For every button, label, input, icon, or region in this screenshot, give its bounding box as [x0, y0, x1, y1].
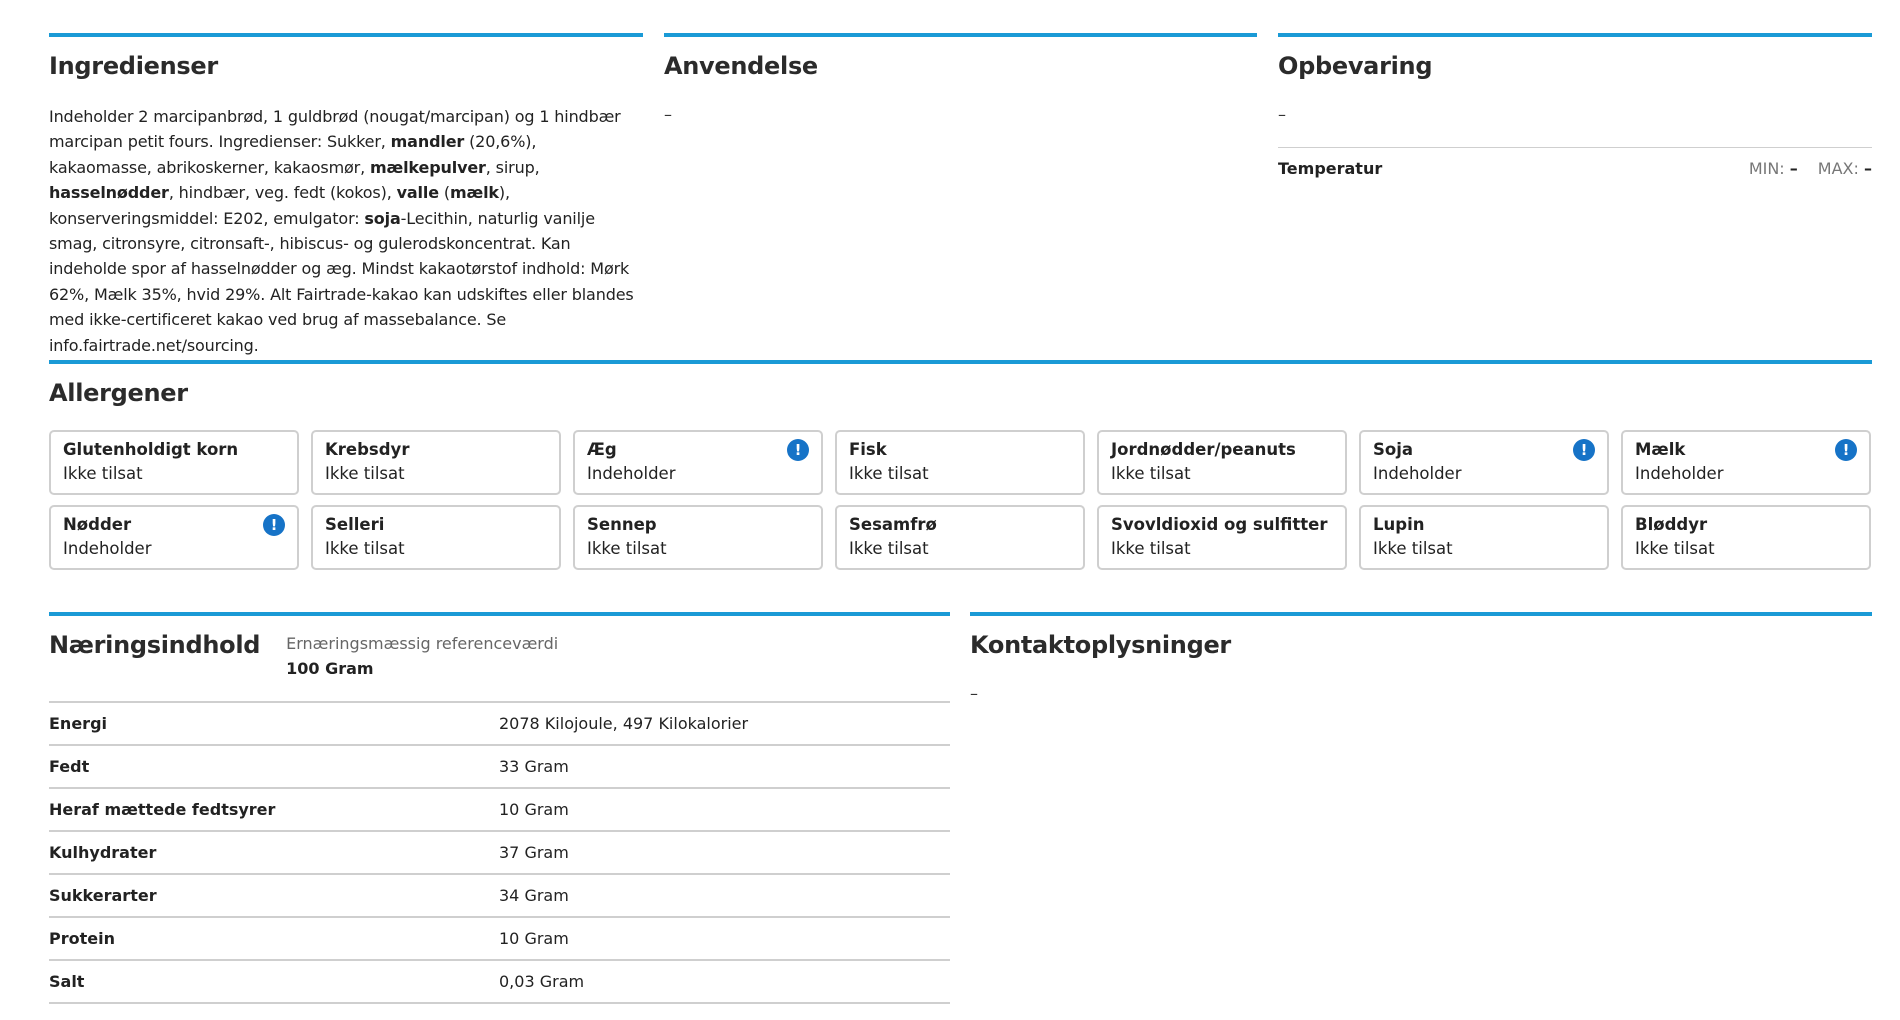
storage-value: –	[1278, 105, 1286, 124]
temperature-max-label: MAX:	[1817, 159, 1859, 178]
ingredient-text-segment: , sirup,	[485, 157, 540, 177]
allergen-name: Sesamfrø	[849, 515, 937, 534]
nutrition-header	[49, 631, 950, 681]
nutrition-title: Næringsindhold	[49, 631, 261, 659]
allergen-card	[1097, 430, 1347, 495]
allergen-name: Mælk	[1635, 440, 1686, 459]
exclamation-circle-icon: !	[1835, 439, 1857, 461]
ingredient-text-segment: , hindbær, veg. fedt (kokos),	[168, 183, 397, 203]
exclamation-circle-icon: !	[263, 514, 285, 536]
usage-section	[664, 33, 1257, 126]
allergen-status: Ikke tilsat	[1111, 539, 1191, 558]
allergen-status: Ikke tilsat	[1635, 539, 1715, 558]
nutrient-value: 2078 Kilojoule, 497 Kilokalorier	[499, 714, 749, 733]
allergen-status: Ikke tilsat	[587, 539, 667, 558]
nutrient-value: 0,03 Gram	[499, 972, 585, 991]
ingredient-allergen-highlight: mandler	[390, 132, 465, 152]
allergen-status: Indeholder	[587, 464, 676, 483]
allergen-name: Fisk	[849, 440, 887, 459]
allergen-card	[49, 505, 299, 570]
nutrient-value: 33 Gram	[499, 757, 569, 776]
nutrient-value: 34 Gram	[499, 886, 569, 905]
allergen-name: Glutenholdigt korn	[63, 440, 239, 459]
nutrient-name: Heraf mættede fedtsyrer	[49, 800, 276, 819]
ingredients-title: Ingredienser	[49, 52, 218, 80]
allergen-card	[835, 430, 1085, 495]
allergen-name: Selleri	[325, 515, 385, 534]
ingredient-text-segment: -Lecithin, naturlig vanilje smag, citronsyre, citronsaft-, hibiscus- og gulerodskoncentrat. Kan indeholde spor af hasselnødder og æg. Mindst kakaotørstof indhold: Mørk 62%, Mælk 35%, hvid 29%. Alt Fairtrade-kakao kan udskiftes eller blandes med ikke-certificeret kakao ved brug af massebalance. Se info.fairtrade.net/sourcing.	[49, 208, 634, 355]
nutrient-name: Salt	[49, 972, 85, 991]
allergen-name: Bløddyr	[1635, 515, 1708, 534]
allergen-card	[1097, 505, 1347, 570]
nutrition-row	[49, 874, 950, 917]
nutrient-name: Fedt	[49, 757, 90, 776]
nutrition-row	[49, 831, 950, 874]
nutrient-value: 10 Gram	[499, 800, 569, 819]
ingredient-allergen-highlight: mælkepulver	[369, 157, 486, 177]
allergen-status: Ikke tilsat	[1373, 539, 1453, 558]
exclamation-circle-icon: !	[787, 439, 809, 461]
allergen-card	[1621, 430, 1871, 495]
allergen-name: Nødder	[63, 515, 132, 534]
nutrition-row	[49, 917, 950, 960]
allergen-name: Æg	[587, 440, 617, 459]
allergen-status: Ikke tilsat	[325, 539, 405, 558]
ingredient-text-segment: (	[438, 183, 450, 203]
allergen-card	[835, 505, 1085, 570]
nutrition-section	[49, 612, 950, 1004]
ingredient-allergen-highlight: soja	[364, 208, 401, 228]
temperature-max-value: –	[1864, 159, 1872, 178]
allergen-name: Soja	[1373, 440, 1414, 459]
allergen-card	[311, 505, 561, 570]
allergen-card	[573, 430, 823, 495]
allergen-card	[1359, 505, 1609, 570]
ingredient-text-segment: Indeholder 2 marcipanbrød, 1 guldbrød (nougat/marcipan) og 1 hindbær marcipan petit fours. Ingredienser: Sukker,	[49, 107, 621, 152]
allergen-status: Ikke tilsat	[325, 464, 405, 483]
allergen-card	[1621, 505, 1871, 570]
allergen-name: Jordnødder/peanuts	[1111, 440, 1296, 459]
temperature-min-value: –	[1789, 159, 1798, 178]
temperature-min-label: MIN:	[1748, 159, 1785, 178]
reference-value: 100 Gram	[286, 659, 374, 678]
ingredients-text	[49, 104, 643, 358]
nutrition-row	[49, 702, 950, 745]
allergen-status: Indeholder	[1635, 464, 1724, 483]
contact-title: Kontaktoplysninger	[970, 631, 1231, 659]
contact-section	[970, 612, 1872, 705]
ingredient-text-segment: ), konserveringsmiddel: E202, emulgator:	[49, 183, 510, 228]
nutrition-row	[49, 745, 950, 788]
allergen-status: Indeholder	[63, 539, 152, 558]
nutrient-name: Protein	[49, 929, 115, 948]
allergen-card	[573, 505, 823, 570]
ingredient-allergen-highlight: valle	[396, 183, 439, 203]
usage-title: Anvendelse	[664, 52, 818, 80]
ingredient-allergen-highlight: hasselnødder	[49, 183, 169, 203]
nutrient-value: 10 Gram	[499, 929, 569, 948]
nutrient-name: Sukkerarter	[49, 886, 157, 905]
nutrition-row	[49, 960, 950, 1003]
nutrient-name: Energi	[49, 714, 107, 733]
allergen-status: Ikke tilsat	[849, 464, 929, 483]
allergen-card	[1359, 430, 1609, 495]
ingredients-section	[49, 33, 643, 358]
allergen-name: Krebsdyr	[325, 440, 410, 459]
contact-value: –	[970, 684, 978, 703]
allergen-name: Sennep	[587, 515, 657, 534]
storage-section	[1278, 33, 1872, 178]
temperature-range	[1749, 159, 1872, 178]
allergen-name: Lupin	[1373, 515, 1425, 534]
allergens-title: Allergener	[49, 379, 188, 407]
nutrient-name: Kulhydrater	[49, 843, 157, 862]
reference-label: Ernæringsmæssig referenceværdi	[286, 634, 559, 653]
allergen-status: Ikke tilsat	[1111, 464, 1191, 483]
temperature-label: Temperatur	[1278, 159, 1383, 178]
temperature-row	[1278, 147, 1872, 178]
ingredient-allergen-highlight: mælk	[449, 183, 499, 203]
allergen-grid	[49, 430, 1872, 570]
allergens-section	[49, 360, 1872, 570]
allergen-status: Indeholder	[1373, 464, 1462, 483]
allergen-name: Svovldioxid og sulfitter	[1111, 515, 1328, 534]
nutrition-row	[49, 788, 950, 831]
allergen-card	[49, 430, 299, 495]
exclamation-circle-icon: !	[1573, 439, 1595, 461]
allergen-status: Ikke tilsat	[63, 464, 143, 483]
storage-title: Opbevaring	[1278, 52, 1433, 80]
nutrition-table	[49, 701, 950, 1004]
temperature-min	[1749, 159, 1798, 178]
nutrient-value: 37 Gram	[499, 843, 569, 862]
usage-value: –	[664, 105, 672, 124]
nutrition-reference	[286, 631, 558, 681]
temperature-max	[1818, 159, 1872, 178]
allergen-card	[311, 430, 561, 495]
ingredient-text-segment: (20,6%), kakaomasse, abrikoskerner, kakaosmør,	[49, 132, 537, 177]
allergen-status: Ikke tilsat	[849, 539, 929, 558]
